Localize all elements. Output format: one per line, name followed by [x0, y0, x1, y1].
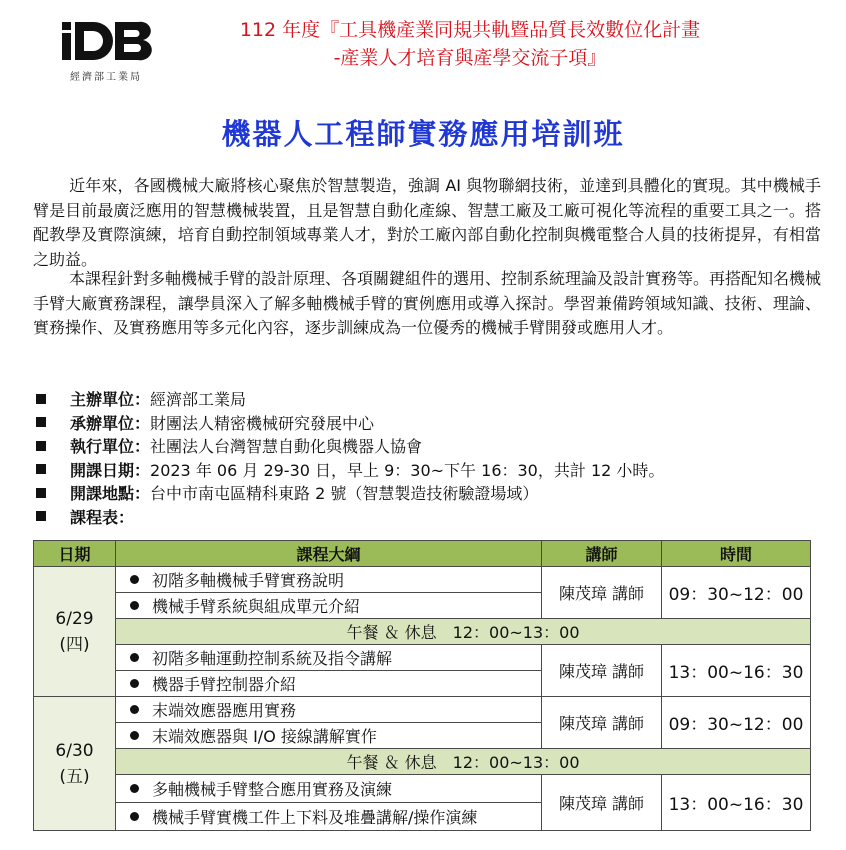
page-title: 機器人工程師實務應用培訓班: [221, 117, 625, 151]
date-cell-day2: 6/30 (五): [34, 697, 116, 831]
course-info-list: [33, 387, 823, 528]
bullet-dot-icon: [130, 575, 139, 584]
topic-item: 多軸機械手臂整合應用實務及演練: [116, 775, 542, 803]
header-teacher: 講師: [542, 541, 662, 567]
time-cell: 13：00~16：30: [662, 645, 811, 697]
idb-logo-mark: [60, 18, 152, 64]
time-cell: 09：30~12：00: [662, 697, 811, 749]
table-header-row: [34, 541, 811, 567]
topic-item: 機器手臂控制器介紹: [116, 671, 542, 697]
info-executor: 執行單位： 社團法人台灣智慧自動化與機器人協會: [33, 434, 823, 458]
teacher-cell: 陳茂璋 講師: [542, 697, 662, 749]
table-row: [34, 645, 811, 671]
logo-org-text: 經濟部工業局: [70, 72, 142, 83]
topic-item: 末端效應器與 I/O 接線講解實作: [116, 723, 542, 749]
topic-item: 初階多軸機械手臂實務說明: [116, 567, 542, 593]
info-organizer: 主辦單位： 經濟部工業局: [33, 387, 823, 411]
info-dates: 開課日期： 2023 年 06 月 29-30 日，早上 9：30~下午 16：30，共計 12 小時。: [33, 458, 823, 482]
bullet-dot-icon: [130, 784, 139, 793]
topic-item: 末端效應器應用實務: [116, 697, 542, 723]
header-outline: 課程大綱: [116, 541, 542, 567]
bullet-dot-icon: [130, 653, 139, 662]
topic-item: 機械手臂系統與組成單元介紹: [116, 593, 542, 619]
table-row: [34, 567, 811, 593]
table-row: [34, 697, 811, 723]
bullet-square-icon: [36, 394, 46, 404]
bullet-square-icon: [36, 417, 46, 427]
bullet-square-icon: [36, 441, 46, 451]
lunch-break-row: [34, 749, 811, 775]
header-date: 日期: [34, 541, 116, 567]
course-schedule-table: [33, 540, 811, 831]
bullet-dot-icon: [130, 812, 139, 821]
time-cell: 13：00~16：30: [662, 775, 811, 831]
idb-logo: [60, 18, 152, 84]
bullet-dot-icon: [130, 679, 139, 688]
topic-item: 機械手臂實機工件上下料及堆疊講解/操作演練: [116, 803, 542, 831]
bullet-dot-icon: [130, 705, 139, 714]
lunch-break-text: 午餐 ＆ 休息 12：00~13：00: [116, 749, 811, 775]
teacher-cell: 陳茂璋 講師: [542, 645, 662, 697]
time-cell: 09：30~12：00: [662, 567, 811, 619]
header-time: 時間: [662, 541, 811, 567]
bullet-dot-icon: [130, 601, 139, 610]
lunch-break-row: [34, 619, 811, 645]
intro-paragraph-1: 近年來，各國機械大廠將核心聚焦於智慧製造，強調 AI 與物聯網技術，並達到具體化的實現。其中機械手臂是目前最廣泛應用的智慧機械裝置，且是智慧自動化產線、智慧工廠及工廠可視化等流程的重要工具之一。搭配教學及實際演練，培育自動控制領域專業人才，對於工廠內部自動化控制與機電整合人員的技術提昇，有相當之助益。: [33, 176, 821, 269]
bullet-dot-icon: [130, 731, 139, 740]
info-location: 開課地點： 台中市南屯區精科東路 2 號（智慧製造技術驗證場域）: [33, 481, 823, 505]
program-title-line2: -產業人才培育與產學交流子項』: [333, 47, 607, 69]
teacher-cell: 陳茂璋 講師: [542, 775, 662, 831]
info-schedule-label: 課程表：: [33, 505, 823, 529]
table-row: [34, 775, 811, 803]
topic-item: 初階多軸運動控制系統及指令講解: [116, 645, 542, 671]
bullet-square-icon: [36, 464, 46, 474]
bullet-square-icon: [36, 488, 46, 498]
intro-paragraph-2: 本課程針對多軸機械手臂的設計原理、各項關鍵組件的選用、控制系統理論及設計實務等。再搭配知名機械手臂大廠實務課程，讓學員深入了解多軸機械手臂的實例應用或導入探討。學習兼備跨領域知識、技術、理論、實務操作、及實務應用等多元化內容，逐步訓練成為一位優秀的機械手臂開發或應用人才。: [33, 269, 822, 337]
bullet-square-icon: [36, 511, 46, 521]
lunch-break-text: 午餐 ＆ 休息 12：00~13：00: [116, 619, 811, 645]
info-contractor: 承辦單位： 財團法人精密機械研究發展中心: [33, 411, 823, 435]
teacher-cell: 陳茂璋 講師: [542, 567, 662, 619]
date-cell-day1: 6/29 (四): [34, 567, 116, 697]
program-title-line1: 112 年度『工具機產業同規共軌暨品質長效數位化計畫: [239, 19, 701, 41]
